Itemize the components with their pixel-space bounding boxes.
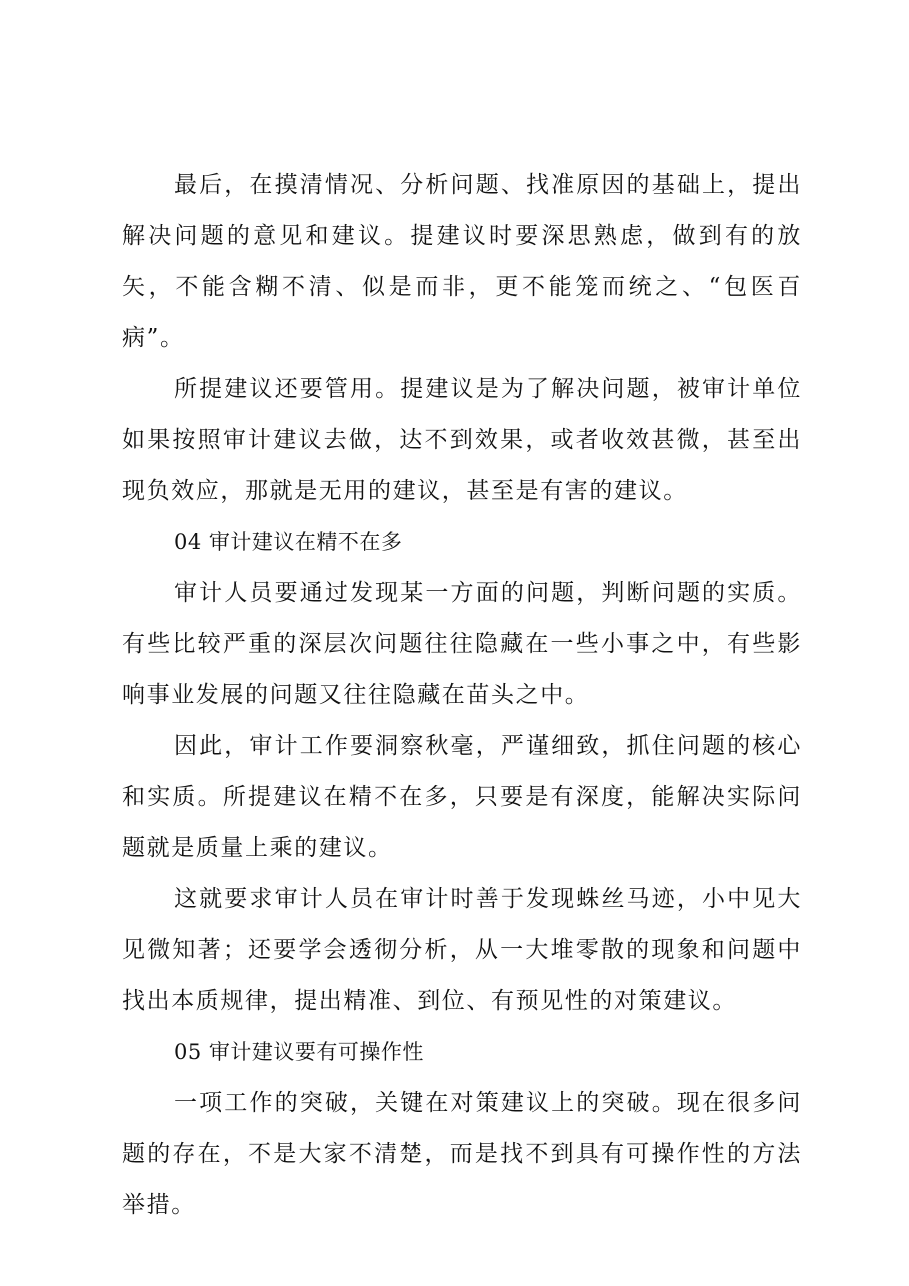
paragraph-auditors-find-issues: 审计人员要通过发现某一方面的问题，判断问题的实质。有些比较严重的深层次问题往往隐藏在一些小事之中，有些影响事业发展的问题又往往隐藏在苗头之中。 — [122, 580, 802, 708]
paragraph-requirement: 这就要求审计人员在审计时善于发现蛛丝马迹，小中见大见微知著；还要学会透彻分析，从一大堆零散的现象和问题中找出本质规律，提出精准、到位、有预见性的对策建议。 — [122, 886, 802, 1014]
paragraph-conclusion: 最后，在摸清情况、分析问题、找准原因的基础上，提出解决问题的意见和建议。提建议时要深思熟虑，做到有的放矢，不能含糊不清、似是而非，更不能笼而统之、“包医百病”。 — [122, 172, 802, 351]
paragraph-useful-suggestions: 所提建议还要管用。提建议是为了解决问题，被审计单位如果按照审计建议去做，达不到效果，或者收效甚微，甚至出现负效应，那就是无用的建议，甚至是有害的建议。 — [122, 376, 802, 504]
section-heading-04: 04 审计建议在精不在多 — [174, 530, 403, 554]
paragraph-therefore: 因此，审计工作要洞察秋毫，严谨细致，抓住问题的核心和实质。所提建议在精不在多，只要是有深度，能解决实际问题就是质量上乘的建议。 — [122, 733, 802, 861]
paragraph-breakthrough: 一项工作的突破，关键在对策建议上的突破。现在很多问题的存在，不是大家不清楚，而是找不到具有可操作性的方法举措。 — [122, 1090, 802, 1218]
section-heading-05: 05 审计建议要有可操作性 — [174, 1040, 424, 1064]
document-body — [122, 160, 802, 1231]
